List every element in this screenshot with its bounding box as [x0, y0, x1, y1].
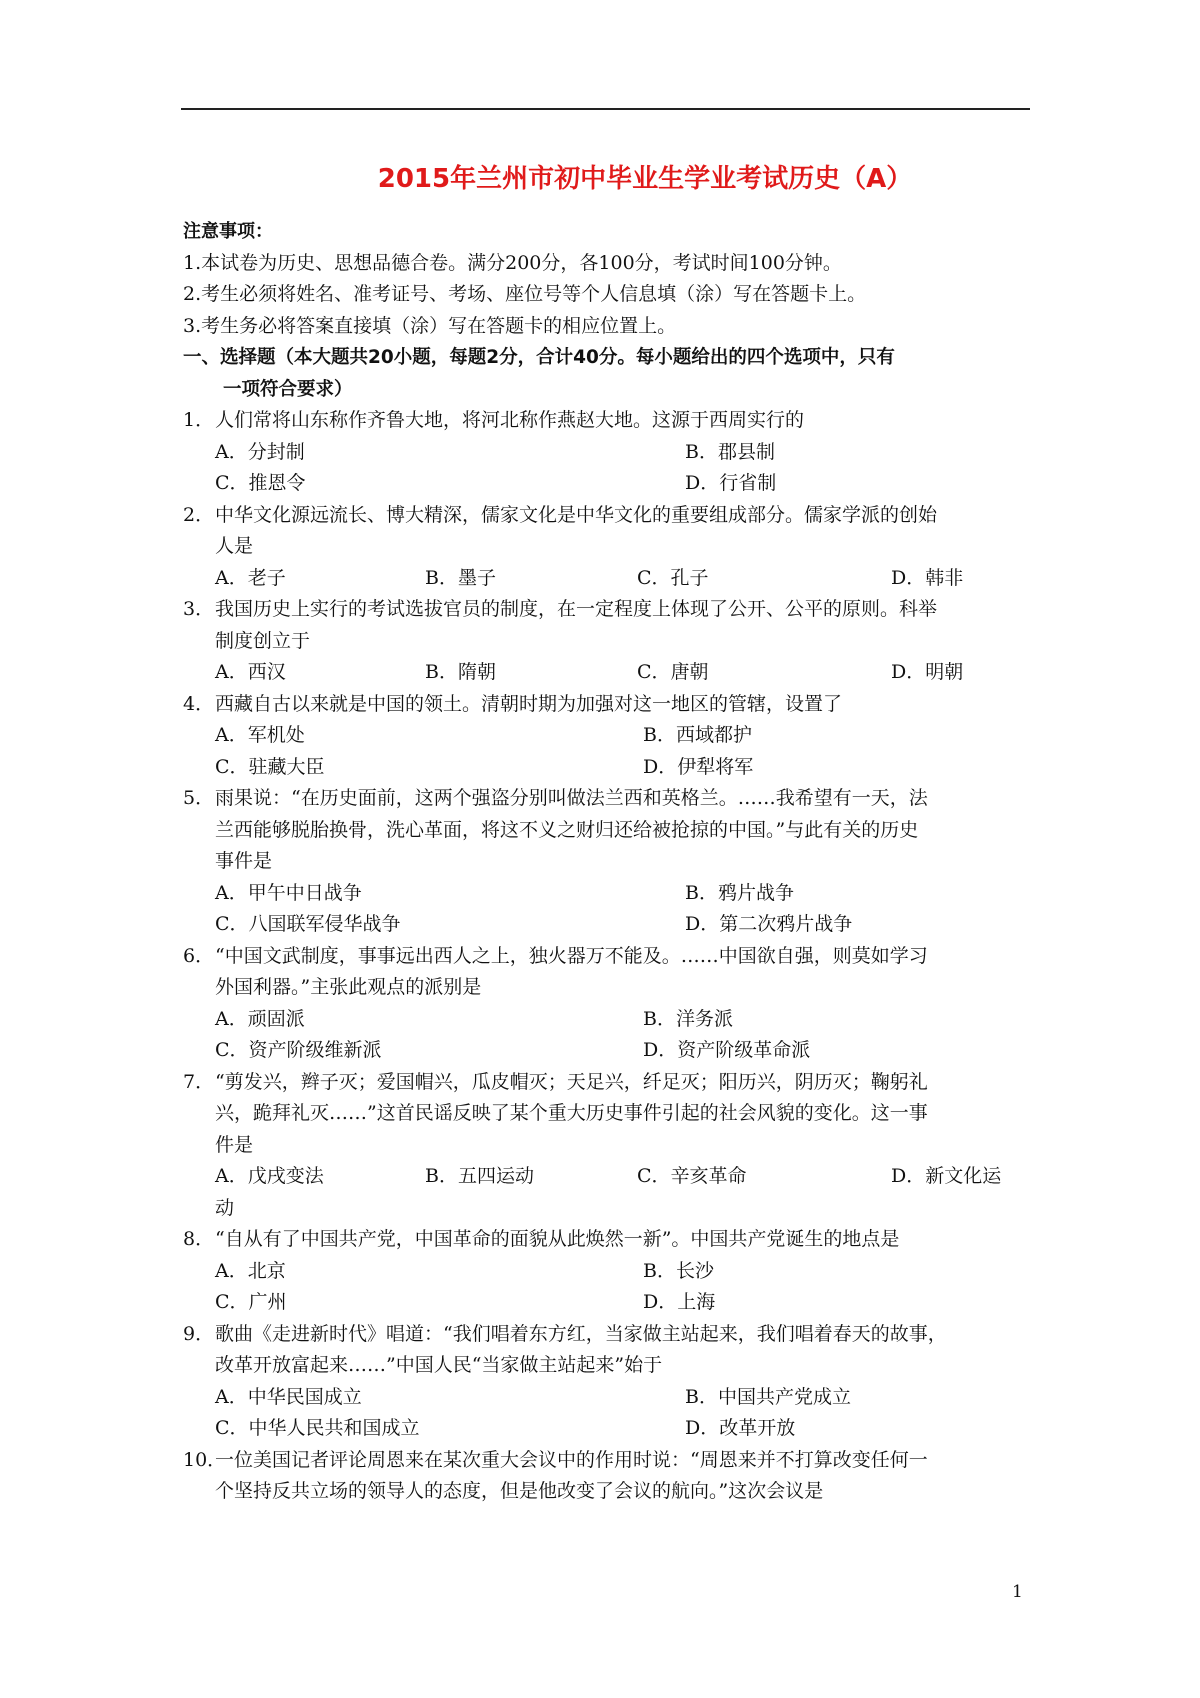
- question-number: 5．: [183, 787, 215, 809]
- option-d[interactable]: D．行省制: [685, 472, 777, 494]
- question-number: 8．: [183, 1228, 215, 1250]
- option-a[interactable]: A．西汉: [215, 661, 286, 683]
- option-c[interactable]: C．八国联军侵华战争: [215, 913, 401, 935]
- option-d[interactable]: D．新文化运: [891, 1165, 1002, 1187]
- question-10: [183, 1445, 1033, 1508]
- option-a[interactable]: A．中华民国成立: [215, 1385, 362, 1408]
- option-a[interactable]: A．军机处: [215, 724, 305, 746]
- question-number: 3．: [183, 598, 215, 620]
- question-number: 4．: [183, 692, 215, 715]
- question-number: 7．: [183, 1070, 215, 1093]
- question-4: [183, 689, 1033, 721]
- notice-item: 1.本试卷为历史、思想品德合卷。满分200分，各100分，考试时间100分钟。: [183, 251, 842, 274]
- option-c[interactable]: C．资产阶级维新派: [215, 1039, 382, 1061]
- question-4-options: [183, 720, 1033, 783]
- question-3-options: [183, 657, 1033, 689]
- question-text: 兰西能够脱胎换骨，洗心革面，将这不义之财归还给被抢掠的中国。”与此有关的历史: [215, 818, 919, 841]
- question-7: [183, 1067, 1033, 1162]
- question-text: 事件是: [215, 850, 273, 872]
- question-8: [183, 1224, 1033, 1256]
- question-1-options: [183, 437, 1033, 500]
- option-c[interactable]: C．孔子: [637, 566, 709, 589]
- question-text: 歌曲《走进新时代》唱道：“我们唱着东方红，当家做主站起来，我们唱着春天的故事，: [215, 1322, 947, 1345]
- option-a[interactable]: A．甲午中日战争: [215, 881, 362, 904]
- question-text: “中国文武制度，事事远出西人之上，独火器万不能及。……中国欲自强，则莫如学习: [215, 944, 928, 967]
- option-b[interactable]: B．长沙: [643, 1259, 714, 1282]
- notice-heading: 注意事项：: [183, 221, 273, 242]
- option-c[interactable]: C．推恩令: [215, 472, 306, 494]
- exam-content: [183, 216, 1033, 1508]
- question-number: 1．: [183, 409, 215, 431]
- option-d[interactable]: D．第二次鸦片战争: [685, 913, 853, 935]
- question-text: “剪发兴，辫子灭；爱国帽兴，瓜皮帽灭；天足兴，纤足灭；阳历兴，阴历灭；鞠躬礼: [215, 1070, 928, 1093]
- question-text: 兴，跪拜礼灭……”这首民谣反映了某个重大历史事件引起的社会风貌的变化。这一事: [215, 1102, 928, 1124]
- question-text: “自从有了中国共产党，中国革命的面貌从此焕然一新”。中国共产党诞生的地点是: [215, 1228, 900, 1250]
- option-a[interactable]: A．戊戌变法: [215, 1165, 324, 1187]
- notice-item: 3.考生务必将答案直接填（涂）写在答题卡的相应位置上。: [183, 314, 677, 337]
- question-text: 人是: [215, 535, 254, 557]
- option-b[interactable]: B．鸦片战争: [685, 881, 794, 904]
- page-number: 1: [1012, 1582, 1023, 1602]
- question-5: [183, 783, 1033, 878]
- option-d[interactable]: D．明朝: [891, 661, 964, 683]
- question-number: 2．: [183, 503, 215, 526]
- option-b[interactable]: B．中国共产党成立: [685, 1385, 851, 1408]
- option-c[interactable]: C．唐朝: [637, 661, 709, 683]
- option-c[interactable]: C．中华人民共和国成立: [215, 1417, 420, 1439]
- question-1: [183, 405, 1033, 437]
- section-heading: [183, 342, 1033, 405]
- option-b[interactable]: B．洋务派: [643, 1007, 733, 1030]
- question-6: [183, 941, 1033, 1004]
- header-rule: [181, 108, 1030, 110]
- option-d[interactable]: D．韩非: [891, 566, 964, 589]
- question-text: 我国历史上实行的考试选拔官员的制度，在一定程度上体现了公开、公平的原则。科举: [215, 598, 938, 620]
- question-5-options: [183, 878, 1033, 941]
- option-c[interactable]: C．辛亥革命: [637, 1165, 747, 1187]
- exam-title: 2015年兰州市初中毕业生学业考试历史（A）: [377, 164, 913, 194]
- question-3: [183, 594, 1033, 657]
- question-8-options: [183, 1256, 1033, 1319]
- option-d-wrap: 动: [215, 1196, 235, 1219]
- question-text: 外国利器。”主张此观点的派别是: [215, 976, 482, 998]
- question-number: 9．: [183, 1322, 215, 1345]
- question-9: [183, 1319, 1033, 1382]
- question-text: 西藏自古以来就是中国的领土。清朝时期为加强对这一地区的管辖，设置了: [215, 692, 843, 715]
- question-2: [183, 500, 1033, 563]
- question-2-options: [183, 563, 1033, 595]
- question-7-options: [183, 1161, 1033, 1224]
- section-heading-line: 一项符合要求）: [223, 378, 353, 400]
- option-a[interactable]: A．顽固派: [215, 1007, 305, 1030]
- question-text: 制度创立于: [215, 629, 311, 652]
- question-9-options: [183, 1382, 1033, 1445]
- option-b[interactable]: B．五四运动: [425, 1165, 534, 1187]
- option-b[interactable]: B．西域都护: [643, 724, 752, 746]
- question-text: 改革开放富起来……”中国人民“当家做主站起来”始于: [215, 1354, 663, 1376]
- question-text: 中华文化源远流长、博大精深，儒家文化是中华文化的重要组成部分。儒家学派的创始: [215, 503, 938, 526]
- option-d[interactable]: D．伊犁将军: [643, 755, 754, 778]
- question-text: 一位美国记者评论周恩来在某次重大会议中的作用时说：“周恩来并不打算改变任何一: [215, 1448, 928, 1471]
- option-a[interactable]: A．北京: [215, 1259, 286, 1282]
- option-a[interactable]: A．分封制: [215, 440, 305, 463]
- option-c[interactable]: C．广州: [215, 1291, 287, 1313]
- option-c[interactable]: C．驻藏大臣: [215, 755, 325, 778]
- notice-item: 2.考生必须将姓名、准考证号、考场、座位号等个人信息填（涂）写在答题卡上。: [183, 283, 867, 305]
- question-number: 10．: [183, 1448, 227, 1471]
- question-text: 件是: [215, 1133, 254, 1156]
- question-text: 人们常将山东称作齐鲁大地，将河北称作燕赵大地。这源于西周实行的: [215, 409, 805, 431]
- question-text: 雨果说：“在历史面前，这两个强盗分别叫做法兰西和英格兰。……我希望有一天，法: [215, 787, 928, 809]
- option-d[interactable]: D．资产阶级革命派: [643, 1039, 811, 1061]
- option-b[interactable]: B．墨子: [425, 566, 496, 589]
- option-b[interactable]: B．郡县制: [685, 440, 775, 463]
- option-b[interactable]: B．隋朝: [425, 661, 496, 683]
- question-number: 6．: [183, 944, 215, 967]
- option-d[interactable]: D．改革开放: [685, 1417, 796, 1439]
- section-heading-line: 一、选择题（本大题共20小题，每题2分，合计40分。每小题给出的四个选项中，只有: [183, 347, 895, 368]
- option-a[interactable]: A．老子: [215, 566, 286, 589]
- question-text: 个坚持反共立场的领导人的态度，但是他改变了会议的航向。”这次会议是: [215, 1480, 824, 1502]
- option-d[interactable]: D．上海: [643, 1291, 716, 1313]
- question-6-options: [183, 1004, 1033, 1067]
